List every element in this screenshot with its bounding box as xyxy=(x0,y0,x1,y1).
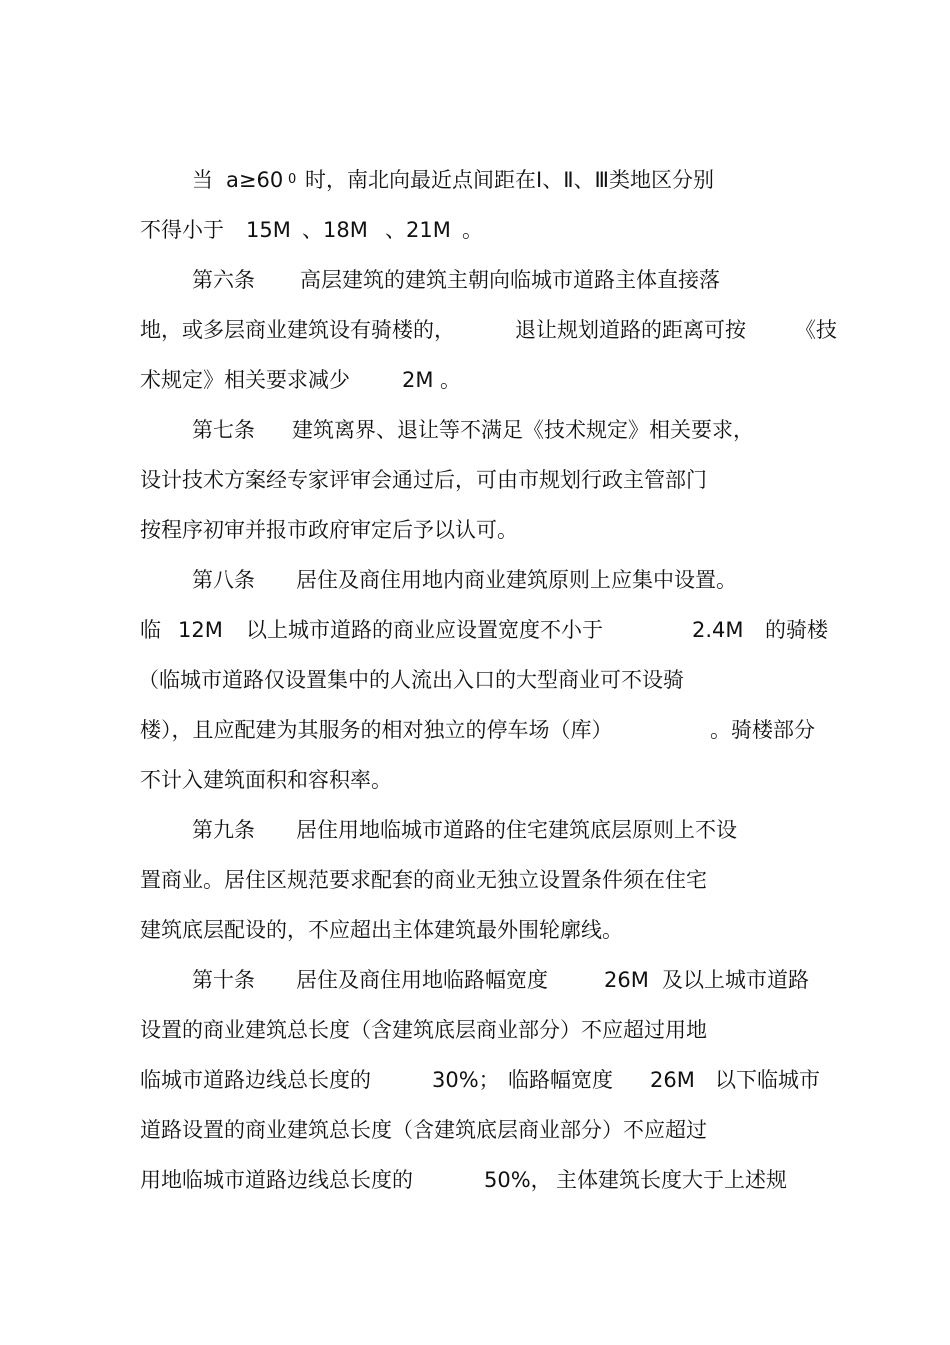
text-run: 2M xyxy=(402,368,434,392)
text-run: 用地临城市道路边线总长度的 xyxy=(140,1168,413,1192)
text-run: （临城市道路仅设置集中的人流出入口的大型商业可不设骑 xyxy=(138,668,684,692)
article-label: 第九条 xyxy=(192,818,255,842)
article-label: 第六条 xyxy=(192,268,255,292)
text-run: 设计技术方案经专家评审会通过后，可由市规划行政主管部门 xyxy=(140,468,707,492)
text-run: 。 xyxy=(462,218,483,242)
superscript: 0 xyxy=(288,172,297,187)
text-run: 26M xyxy=(604,968,649,992)
text-run: 。 xyxy=(440,368,461,392)
article-label: 第七条 xyxy=(192,418,255,442)
text-run: 2.4M xyxy=(692,618,744,642)
text-run: 时，南北向最近点间距在Ⅰ、Ⅱ、Ⅲ类地区分别 xyxy=(305,168,715,192)
text-run: 临城市道路边线总长度的 xyxy=(140,1068,371,1092)
article-label: 第八条 xyxy=(192,568,255,592)
text-run: 居住及商住用地临路幅宽度 xyxy=(296,968,548,992)
text-run: 临 xyxy=(140,618,161,642)
text-run: 居住及商住用地内商业建筑原则上应集中设置。 xyxy=(296,568,737,592)
text-run: 15M xyxy=(246,218,291,242)
text-run: 设置的商业建筑总长度（含建筑底层商业部分）不应超过用地 xyxy=(140,1018,707,1042)
text-run: 按程序初审并报市政府审定后予以认可。 xyxy=(140,518,518,542)
text-run: 12M xyxy=(178,618,223,642)
text-run: 以上城市道路的商业应设置宽度不小于 xyxy=(246,618,603,642)
text-run: a≥60 xyxy=(226,168,284,192)
text-run: 、18M xyxy=(302,218,368,242)
text-run: 临路幅宽度 xyxy=(508,1068,613,1092)
text-run: 的骑楼 xyxy=(765,618,828,642)
text-run: 。骑楼部分 xyxy=(710,718,815,742)
text-run: 地，或多层商业建筑设有骑楼的， xyxy=(140,318,455,342)
article-label: 第十条 xyxy=(192,968,255,992)
text-run: 30%； xyxy=(432,1068,500,1092)
text-run: 高层建筑的建筑主朝向临城市道路主体直接落 xyxy=(300,268,720,292)
text-run: 不得小于 xyxy=(140,218,224,242)
text-run: 26M xyxy=(650,1068,695,1092)
text-run: 及以上城市道路 xyxy=(662,968,809,992)
text-run: 50%， xyxy=(484,1168,552,1192)
text-run: 不计入建筑面积和容积率。 xyxy=(140,768,392,792)
text-run: 术规定》相关要求减少 xyxy=(140,368,350,392)
text-run: 居住用地临城市道路的住宅建筑底层原则上不设 xyxy=(296,818,737,842)
text-run: 退让规划道路的距离可按 xyxy=(515,318,746,342)
text-run: 置商业。居住区规范要求配套的商业无独立设置条件须在住宅 xyxy=(140,868,707,892)
text-run: 、21M xyxy=(385,218,451,242)
text-run: 建筑底层配设的，不应超出主体建筑最外围轮廓线。 xyxy=(140,918,623,942)
text-run: 以下临城市 xyxy=(715,1068,820,1092)
text-run: 道路设置的商业建筑总长度（含建筑底层商业部分）不应超过 xyxy=(140,1118,707,1142)
text-run: 建筑离界、退让等不满足《技术规定》相关要求， xyxy=(292,418,754,442)
text-run: 当 xyxy=(192,168,213,192)
text-run: 楼），且应配建为其服务的相对独立的停车场（库） xyxy=(140,718,613,742)
text-run: 《技 xyxy=(795,318,837,342)
text-run: 主体建筑长度大于上述规 xyxy=(556,1168,787,1192)
